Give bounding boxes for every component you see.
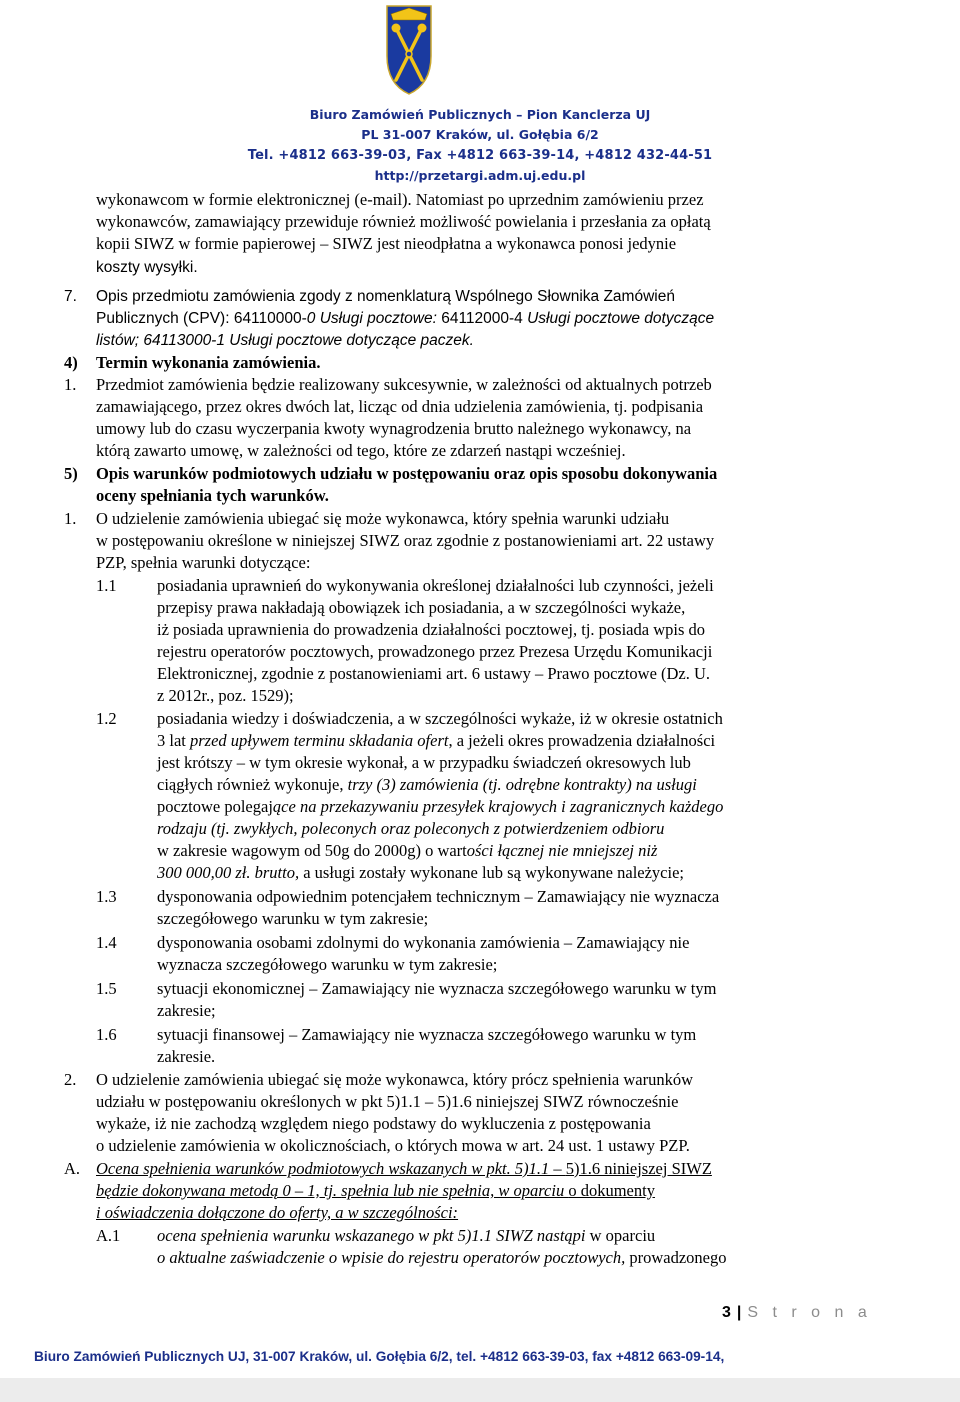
text-line: dysponowania odpowiednim potencjałem technicznym – Zamawiający nie wyznacza: [157, 887, 720, 906]
text-line: zakresie.: [157, 1047, 216, 1066]
text-line: Publicznych (CPV): 64110000-0 Usługi pocztowe: 64112000-4 Usługi pocztowe dotyczące: [96, 310, 715, 327]
letterhead-office: Biuro Zamówień Publicznych – Pion Kanclerza UJ: [309, 107, 651, 122]
text-line: umowy lub do czasu wyczerpania kwoty wynagrodzenia brutto należnego wykonawcy, na: [96, 419, 692, 438]
list-number: 1.4: [96, 933, 117, 952]
text-line: Przedmiot zamówienia będzie realizowany sukcesywnie, w zależności od aktualnych potrzeb: [96, 375, 712, 394]
text-line: rejestru operatorów pocztowych, prowadzonego przez Prezesa Urzędu Komunikacji: [157, 642, 713, 661]
text-line: posiadania wiedzy i doświadczenia, a w szczególności wykaże, iż w okresie ostatnich: [157, 709, 723, 728]
letterhead-website-link[interactable]: http://przetargi.adm.uj.edu.pl: [374, 168, 586, 183]
list-number: A.: [64, 1159, 81, 1178]
page-number-value: 3: [722, 1304, 731, 1321]
text-line: wyznacza szczegółowego warunku w tym zakresie;: [157, 955, 498, 974]
text-line: posiadania uprawnień do wykonywania określonej działalności lub czynności, jeżeli: [157, 576, 714, 595]
section-number: 5): [64, 464, 78, 483]
text-line: o udzielenie zamówienia w okolicznościach, o których mowa w art. 24 ust. 1 ustawy PZP.: [96, 1136, 690, 1155]
text-line: kopii SIWZ w formie papierowej – SIWZ jest nieodpłatna a wykonawca ponosi jedynie: [96, 234, 677, 253]
text-line: i oświadczenia dołączone do oferty, a w szczególności:: [96, 1203, 459, 1222]
list-number: 2.: [64, 1070, 77, 1089]
text-line: jest krótszy – w tym okresie wykonał, a w przypadku świadczeń okresowych lub: [157, 753, 691, 772]
text-line: koszty wysyłki.: [96, 259, 198, 276]
text-line: o aktualne zaświadczenie o wpisie do rejestru operatorów pocztowych, prowadzonego: [157, 1248, 727, 1267]
text-line: Opis przedmiotu zamówienia zgody z nomenklaturą Wspólnego Słownika Zamówień: [96, 288, 675, 305]
text-line: PZP, spełnia warunki dotyczące:: [96, 553, 311, 572]
footer-band: [0, 1378, 960, 1402]
section-heading: oceny spełniania tych warunków.: [96, 486, 329, 505]
list-number: 1.3: [96, 887, 117, 906]
text-line: będzie dokonywana metodą 0 – 1, tj. spełnia lub nie spełnia, w oparciu o dokumenty: [96, 1181, 655, 1200]
letterhead-phones: Tel. +4812 663-39-03, Fax +4812 663-39-14, +4812 432-44-51: [247, 148, 713, 163]
text-line: ciągłych również wykonuje, trzy (3) zamówienia (tj. odrębne kontrakty) na usługi: [157, 775, 697, 794]
page-number: [722, 1302, 872, 1324]
text-line: sytuacji finansowej – Zamawiający nie wyznacza szczegółowego warunku w tym: [157, 1025, 697, 1044]
text-line: iż posiada uprawnienia do prowadzenia działalności pocztowej, tj. posiada wpis do: [157, 620, 705, 639]
text-line: zamawiającego, przez okres dwóch lat, licząc od dnia udzielenia zamówienia, tj. podpisania: [96, 397, 704, 416]
page-footer: Biuro Zamówień Publicznych UJ, 31-007 Kraków, ul. Gołębia 6/2, tel. +4812 663-39-03, fax +4812 663-09-14,: [34, 1349, 725, 1364]
text-line: wykonawców, zamawiający przewiduje również możliwość powielania i przesłania za opłatą: [96, 212, 711, 231]
text-line: Elektronicznej, zgodnie z postanowieniami art. 6 ustawy – Prawo pocztowe (Dz. U.: [157, 664, 711, 683]
list-number: 7.: [64, 288, 77, 305]
text-line: O udzielenie zamówienia ubiegać się może wykonawca, który prócz spełnienia warunków: [96, 1070, 693, 1089]
text-line: szczegółowego warunku w tym zakresie;: [157, 909, 429, 928]
university-crest-icon: [385, 4, 433, 96]
text-line: w zakresie wagowym od 50g do 2000g) o wartości łącznej nie mniejszej niż: [157, 841, 658, 860]
text-line: O udzielenie zamówienia ubiegać się może wykonawca, który spełnia warunki udziału: [96, 509, 670, 528]
list-number: 1.6: [96, 1025, 117, 1044]
text-line: 300 000,00 zł. brutto, a usługi zostały wykonane lub są wykonywane należycie;: [157, 863, 684, 882]
text-line: pocztowe polegające na przekazywaniu przesyłek krajowych i zagranicznych każdego: [157, 797, 724, 816]
section-number: 4): [64, 353, 78, 372]
list-number: 1.: [64, 375, 77, 394]
text-line: z 2012r., poz. 1529);: [157, 686, 294, 705]
text-line: Ocena spełnienia warunków podmiotowych wskazanych w pkt. 5)1.1 – 5)1.6 niniejszej SIWZ: [96, 1159, 712, 1178]
text-line: dysponowania osobami zdolnymi do wykonania zamówienia – Zamawiający nie: [157, 933, 690, 952]
text-line: wykaże, iż nie zachodzą względem niego podstawy do wykluczenia z postępowania: [96, 1114, 651, 1133]
page-number-separator: |: [736, 1304, 742, 1321]
text-line: sytuacji ekonomicznej – Zamawiający nie wyznacza szczegółowego warunku w tym: [157, 979, 717, 998]
text-line: ocena spełnienia warunku wskazanego w pkt 5)1.1 SIWZ nastąpi w oparciu: [157, 1226, 656, 1245]
text-line: listów; 64113000-1 Usługi pocztowe dotyczące paczek.: [96, 332, 474, 349]
section-heading: Termin wykonania zamówienia.: [96, 353, 321, 372]
list-number: A.1: [96, 1226, 121, 1245]
text-line: 3 lat przed upływem terminu składania ofert, a jeżeli okres prowadzenia działalności: [157, 731, 716, 750]
text-line: którą zawarto umowę, w zależności od tego, które ze zdarzeń nastąpi wcześniej.: [96, 441, 626, 460]
text-line: przepisy prawa nakładają obowiązek ich posiadania, a w szczególności wykaże,: [157, 598, 686, 617]
list-number: 1.: [64, 509, 77, 528]
text-line: zakresie;: [157, 1001, 216, 1020]
list-number: 1.2: [96, 709, 117, 728]
text-line: w postępowaniu określone w niniejszej SIWZ oraz zgodnie z postanowieniami art. 22 ustawy: [96, 531, 715, 550]
text-line: wykonawcom w formie elektronicznej (e-mail). Natomiast po uprzednim zamówieniu przez: [96, 190, 704, 209]
section-heading: Opis warunków podmiotowych udziału w postępowaniu oraz opis sposobu dokonywania: [96, 464, 718, 483]
letterhead-address: PL 31-007 Kraków, ul. Gołębia 6/2: [361, 127, 599, 142]
text-line: rodzaju (tj. zwykłych, poleconych oraz poleconych z potwierdzeniem odbioru: [157, 819, 665, 838]
text-line: udziału w postępowaniu określonych w pkt 5)1.1 – 5)1.6 niniejszej SIWZ równocześnie: [96, 1092, 679, 1111]
page-number-label: S t r o n a: [747, 1304, 872, 1321]
list-number: 1.5: [96, 979, 117, 998]
list-number: 1.1: [96, 576, 117, 595]
